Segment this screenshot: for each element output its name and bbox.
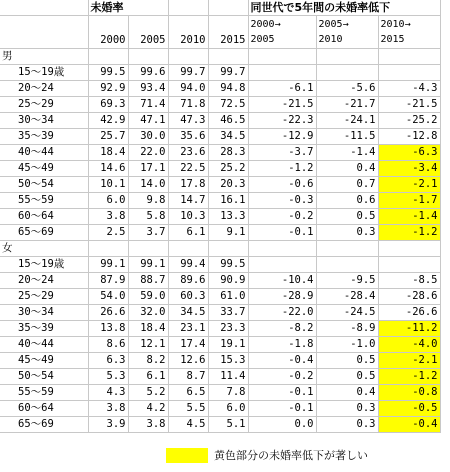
- empty-cell[interactable]: [168, 241, 208, 257]
- table-row: [0, 321, 440, 337]
- table-row: [0, 401, 440, 417]
- table-row: [0, 353, 440, 369]
- rate-cell[interactable]: 18.4: [128, 321, 168, 337]
- empty-cell[interactable]: [316, 241, 378, 257]
- rate-cell[interactable]: 34.5: [168, 305, 208, 321]
- rate-cell[interactable]: 8.6: [88, 337, 128, 353]
- rate-cell[interactable]: 22.0: [128, 145, 168, 161]
- change-cell[interactable]: -28.9: [248, 289, 316, 305]
- rate-cell[interactable]: 71.8: [168, 97, 208, 113]
- change-cell[interactable]: -12.9: [248, 129, 316, 145]
- empty-cell[interactable]: [128, 49, 168, 65]
- rate-cell[interactable]: 14.0: [128, 177, 168, 193]
- empty-cell[interactable]: [168, 0, 208, 16]
- rate-cell[interactable]: 42.9: [88, 113, 128, 129]
- period-header-end: 2010: [318, 34, 343, 45]
- table-row: [0, 193, 440, 209]
- change-cell[interactable]: 0.5: [316, 353, 378, 369]
- change-cell[interactable]: -5.6: [316, 81, 378, 97]
- rate-cell[interactable]: 10.1: [88, 177, 128, 193]
- age-group-cell[interactable]: 20～24: [0, 81, 88, 97]
- change-cell[interactable]: -21.5: [248, 97, 316, 113]
- change-cell[interactable]: -8.5: [378, 273, 440, 289]
- age-group-cell[interactable]: 25～29: [0, 97, 88, 113]
- change-cell[interactable]: -1.0: [316, 337, 378, 353]
- rate-cell[interactable]: 99.7: [168, 65, 208, 81]
- period-header-start: 2010→: [380, 19, 411, 30]
- rate-cell[interactable]: 30.0: [128, 129, 168, 145]
- rate-cell[interactable]: 9.8: [128, 193, 168, 209]
- change-cell[interactable]: -4.3: [378, 81, 440, 97]
- empty-cell[interactable]: [248, 241, 316, 257]
- rate-cell[interactable]: 5.3: [88, 369, 128, 385]
- rate-cell[interactable]: 47.1: [128, 113, 168, 129]
- rate-cell[interactable]: 14.6: [88, 161, 128, 177]
- rate-cell[interactable]: 4.2: [128, 401, 168, 417]
- change-cell[interactable]: -0.1: [248, 401, 316, 417]
- male-label[interactable]: 男: [0, 49, 88, 65]
- rate-cell[interactable]: 4.5: [168, 417, 208, 433]
- rate-cell[interactable]: 9.1: [208, 225, 248, 241]
- rate-cell[interactable]: 5.8: [128, 209, 168, 225]
- age-group-cell[interactable]: 20～24: [0, 273, 88, 289]
- rate-cell[interactable]: 25.2: [208, 161, 248, 177]
- rate-cell[interactable]: 69.3: [88, 97, 128, 113]
- title-row: [0, 0, 440, 16]
- highlighted-change-cell[interactable]: -0.5: [378, 401, 440, 417]
- age-group-cell[interactable]: 65～69: [0, 225, 88, 241]
- rate-cell[interactable]: 99.1: [128, 257, 168, 273]
- table-row: [0, 145, 440, 161]
- rate-cell[interactable]: 93.4: [128, 81, 168, 97]
- highlighted-change-cell[interactable]: -1.7: [378, 193, 440, 209]
- year-header[interactable]: 2000: [88, 16, 128, 49]
- rate-cell[interactable]: 28.3: [208, 145, 248, 161]
- empty-cell[interactable]: [378, 49, 440, 65]
- rate-cell[interactable]: 94.0: [168, 81, 208, 97]
- period-header-end: 2015: [380, 34, 405, 45]
- rate-cell[interactable]: 6.3: [88, 353, 128, 369]
- table-row: [0, 129, 440, 145]
- rate-cell[interactable]: 90.9: [208, 273, 248, 289]
- change-cell[interactable]: -21.5: [378, 97, 440, 113]
- period-header-start: 2000→: [250, 19, 281, 30]
- empty-cell[interactable]: [0, 0, 88, 16]
- rate-cell[interactable]: 87.9: [88, 273, 128, 289]
- change-cell[interactable]: 0.6: [316, 193, 378, 209]
- rate-cell[interactable]: 11.4: [208, 369, 248, 385]
- age-group-cell[interactable]: 55～59: [0, 385, 88, 401]
- table-row: [0, 225, 440, 241]
- period-header-end: 2005: [250, 34, 275, 45]
- rate-cell[interactable]: 3.7: [128, 225, 168, 241]
- age-group-cell[interactable]: 45～49: [0, 161, 88, 177]
- change-cell[interactable]: -9.5: [316, 273, 378, 289]
- change-cell[interactable]: -24.1: [316, 113, 378, 129]
- period-header[interactable]: [248, 16, 316, 49]
- empty-cell[interactable]: [378, 241, 440, 257]
- rate-cell[interactable]: 6.0: [88, 193, 128, 209]
- rate-cell[interactable]: 20.3: [208, 177, 248, 193]
- rate-cell[interactable]: 92.9: [88, 81, 128, 97]
- table-row: [0, 65, 440, 81]
- age-group-cell[interactable]: 25～29: [0, 289, 88, 305]
- change-cell[interactable]: [316, 257, 378, 273]
- age-group-cell[interactable]: 30～34: [0, 113, 88, 129]
- highlighted-change-cell[interactable]: -2.1: [378, 353, 440, 369]
- rate-cell[interactable]: 99.1: [88, 257, 128, 273]
- empty-cell[interactable]: [128, 241, 168, 257]
- change-cell[interactable]: [248, 257, 316, 273]
- age-group-cell[interactable]: 50～54: [0, 177, 88, 193]
- table-row: [0, 305, 440, 321]
- rate-cell[interactable]: 22.5: [168, 161, 208, 177]
- rate-cell[interactable]: 17.8: [168, 177, 208, 193]
- age-group-cell[interactable]: 30～34: [0, 305, 88, 321]
- age-group-cell[interactable]: 35～39: [0, 321, 88, 337]
- rate-cell[interactable]: 13.3: [208, 209, 248, 225]
- empty-cell[interactable]: [208, 49, 248, 65]
- highlighted-change-cell[interactable]: -2.1: [378, 177, 440, 193]
- change-cell[interactable]: -10.4: [248, 273, 316, 289]
- change-cell[interactable]: 0.5: [316, 369, 378, 385]
- legend-swatch: [166, 448, 208, 463]
- rate-cell[interactable]: 17.4: [168, 337, 208, 353]
- rate-cell[interactable]: 17.1: [128, 161, 168, 177]
- rate-cell[interactable]: 34.5: [208, 129, 248, 145]
- highlighted-change-cell[interactable]: -11.2: [378, 321, 440, 337]
- table-row: [0, 369, 440, 385]
- rate-cell[interactable]: 99.4: [168, 257, 208, 273]
- highlighted-change-cell[interactable]: -6.3: [378, 145, 440, 161]
- change-cell[interactable]: 0.0: [248, 417, 316, 433]
- rate-cell[interactable]: 46.5: [208, 113, 248, 129]
- female-label[interactable]: 女: [0, 241, 88, 257]
- change-cell[interactable]: -0.1: [248, 225, 316, 241]
- rate-cell[interactable]: 23.6: [168, 145, 208, 161]
- age-group-cell[interactable]: 45～49: [0, 353, 88, 369]
- empty-cell[interactable]: [88, 49, 128, 65]
- age-group-cell[interactable]: 60～64: [0, 401, 88, 417]
- age-group-cell[interactable]: 15～19歳: [0, 65, 88, 81]
- rate-cell[interactable]: 59.0: [128, 289, 168, 305]
- female-section-row: [0, 241, 440, 257]
- rate-cell[interactable]: 32.0: [128, 305, 168, 321]
- table-row: [0, 337, 440, 353]
- title-marriage-rate[interactable]: 未婚率: [88, 0, 168, 16]
- period-header-start: 2005→: [318, 19, 349, 30]
- rate-cell[interactable]: 7.8: [208, 385, 248, 401]
- rate-cell[interactable]: 18.4: [88, 145, 128, 161]
- year-header[interactable]: 2005: [128, 16, 168, 49]
- rate-cell[interactable]: 99.7: [208, 65, 248, 81]
- change-cell[interactable]: 0.4: [316, 385, 378, 401]
- change-cell[interactable]: -6.1: [248, 81, 316, 97]
- rate-cell[interactable]: 88.7: [128, 273, 168, 289]
- legend-text: 黄色部分の未婚率低下が著しい: [214, 449, 368, 462]
- rate-cell[interactable]: 72.5: [208, 97, 248, 113]
- change-cell[interactable]: [248, 65, 316, 81]
- rate-cell[interactable]: 6.1: [128, 369, 168, 385]
- empty-cell[interactable]: [168, 49, 208, 65]
- highlighted-change-cell[interactable]: -1.2: [378, 369, 440, 385]
- change-cell[interactable]: -0.1: [248, 385, 316, 401]
- rate-cell[interactable]: 13.8: [88, 321, 128, 337]
- rate-cell[interactable]: 3.9: [88, 417, 128, 433]
- rate-cell[interactable]: 99.6: [128, 65, 168, 81]
- change-cell[interactable]: 0.5: [316, 209, 378, 225]
- empty-cell[interactable]: [316, 49, 378, 65]
- change-cell[interactable]: -26.6: [378, 305, 440, 321]
- rate-cell[interactable]: 23.1: [168, 321, 208, 337]
- change-cell[interactable]: -21.7: [316, 97, 378, 113]
- rate-cell[interactable]: 14.7: [168, 193, 208, 209]
- change-cell[interactable]: 0.3: [316, 225, 378, 241]
- rate-cell[interactable]: 26.6: [88, 305, 128, 321]
- table-row: [0, 113, 440, 129]
- table-row: [0, 385, 440, 401]
- change-cell[interactable]: -0.6: [248, 177, 316, 193]
- age-group-cell[interactable]: 35～39: [0, 129, 88, 145]
- change-cell[interactable]: [378, 257, 440, 273]
- table-row: [0, 81, 440, 97]
- rate-cell[interactable]: 12.6: [168, 353, 208, 369]
- table-row: [0, 289, 440, 305]
- rate-cell[interactable]: 5.5: [168, 401, 208, 417]
- rate-cell[interactable]: 10.3: [168, 209, 208, 225]
- male-section-row: [0, 49, 440, 65]
- change-cell[interactable]: 0.7: [316, 177, 378, 193]
- highlighted-change-cell[interactable]: -0.8: [378, 385, 440, 401]
- age-group-cell[interactable]: 60～64: [0, 209, 88, 225]
- rate-cell[interactable]: 23.3: [208, 321, 248, 337]
- table-row: [0, 177, 440, 193]
- period-header[interactable]: [316, 16, 378, 49]
- rate-cell[interactable]: 47.3: [168, 113, 208, 129]
- change-cell[interactable]: 0.3: [316, 417, 378, 433]
- year-header[interactable]: 2010: [168, 16, 208, 49]
- rate-cell[interactable]: 5.1: [208, 417, 248, 433]
- highlighted-change-cell[interactable]: -0.4: [378, 417, 440, 433]
- rate-cell[interactable]: 2.5: [88, 225, 128, 241]
- rate-cell[interactable]: 54.0: [88, 289, 128, 305]
- rate-cell[interactable]: 3.8: [128, 417, 168, 433]
- rate-cell[interactable]: 3.8: [88, 209, 128, 225]
- rate-cell[interactable]: 6.0: [208, 401, 248, 417]
- title-decline[interactable]: 同世代で5年間の未婚率低下: [248, 0, 440, 16]
- rate-cell[interactable]: 5.2: [128, 385, 168, 401]
- table-row: [0, 161, 440, 177]
- age-group-cell[interactable]: 55～59: [0, 193, 88, 209]
- rate-cell[interactable]: 35.6: [168, 129, 208, 145]
- change-cell[interactable]: -28.6: [378, 289, 440, 305]
- empty-cell[interactable]: [0, 16, 88, 49]
- highlighted-change-cell[interactable]: -3.4: [378, 161, 440, 177]
- change-cell[interactable]: -1.8: [248, 337, 316, 353]
- empty-cell[interactable]: [208, 0, 248, 16]
- change-cell[interactable]: 0.3: [316, 401, 378, 417]
- empty-cell[interactable]: [88, 241, 128, 257]
- rate-cell[interactable]: 15.3: [208, 353, 248, 369]
- age-group-cell[interactable]: 40～44: [0, 145, 88, 161]
- highlighted-change-cell[interactable]: -4.0: [378, 337, 440, 353]
- rate-cell[interactable]: 12.1: [128, 337, 168, 353]
- highlighted-change-cell[interactable]: -1.2: [378, 225, 440, 241]
- change-cell[interactable]: -0.2: [248, 369, 316, 385]
- table-row: [0, 97, 440, 113]
- change-cell[interactable]: -3.7: [248, 145, 316, 161]
- rate-cell[interactable]: 6.5: [168, 385, 208, 401]
- period-header[interactable]: [378, 16, 440, 49]
- age-group-cell[interactable]: 15～19歳: [0, 257, 88, 273]
- rate-cell[interactable]: 99.5: [208, 257, 248, 273]
- change-cell[interactable]: -0.3: [248, 193, 316, 209]
- change-cell[interactable]: -22.0: [248, 305, 316, 321]
- age-group-cell[interactable]: 40～44: [0, 337, 88, 353]
- rate-cell[interactable]: 94.8: [208, 81, 248, 97]
- rate-cell[interactable]: 25.7: [88, 129, 128, 145]
- header-row: [0, 16, 440, 49]
- table-row: [0, 273, 440, 289]
- rate-cell[interactable]: 4.3: [88, 385, 128, 401]
- rate-cell[interactable]: 3.8: [88, 401, 128, 417]
- rate-cell[interactable]: 6.1: [168, 225, 208, 241]
- change-cell[interactable]: -1.4: [316, 145, 378, 161]
- change-cell[interactable]: [316, 65, 378, 81]
- rate-cell[interactable]: 16.1: [208, 193, 248, 209]
- year-header[interactable]: 2015: [208, 16, 248, 49]
- change-cell[interactable]: -28.4: [316, 289, 378, 305]
- empty-cell[interactable]: [248, 49, 316, 65]
- rate-cell[interactable]: 8.7: [168, 369, 208, 385]
- change-cell[interactable]: 0.4: [316, 161, 378, 177]
- change-cell[interactable]: [378, 65, 440, 81]
- change-cell[interactable]: -24.5: [316, 305, 378, 321]
- empty-cell[interactable]: [208, 241, 248, 257]
- change-cell[interactable]: -0.2: [248, 209, 316, 225]
- change-cell[interactable]: -8.2: [248, 321, 316, 337]
- rate-cell[interactable]: 19.1: [208, 337, 248, 353]
- change-cell[interactable]: -8.9: [316, 321, 378, 337]
- highlighted-change-cell[interactable]: -1.4: [378, 209, 440, 225]
- age-group-cell[interactable]: 65～69: [0, 417, 88, 433]
- age-group-cell[interactable]: 50～54: [0, 369, 88, 385]
- change-cell[interactable]: -22.3: [248, 113, 316, 129]
- change-cell[interactable]: -12.8: [378, 129, 440, 145]
- rate-cell[interactable]: 60.3: [168, 289, 208, 305]
- change-cell[interactable]: -11.5: [316, 129, 378, 145]
- table-row: [0, 257, 440, 273]
- change-cell[interactable]: -25.2: [378, 113, 440, 129]
- table-row: [0, 209, 440, 225]
- rate-cell[interactable]: 8.2: [128, 353, 168, 369]
- change-cell[interactable]: -1.2: [248, 161, 316, 177]
- rate-cell[interactable]: 33.7: [208, 305, 248, 321]
- rate-cell[interactable]: 99.5: [88, 65, 128, 81]
- rate-cell[interactable]: 89.6: [168, 273, 208, 289]
- rate-cell[interactable]: 71.4: [128, 97, 168, 113]
- rate-cell[interactable]: 61.0: [208, 289, 248, 305]
- change-cell[interactable]: -0.4: [248, 353, 316, 369]
- table-row: [0, 417, 440, 433]
